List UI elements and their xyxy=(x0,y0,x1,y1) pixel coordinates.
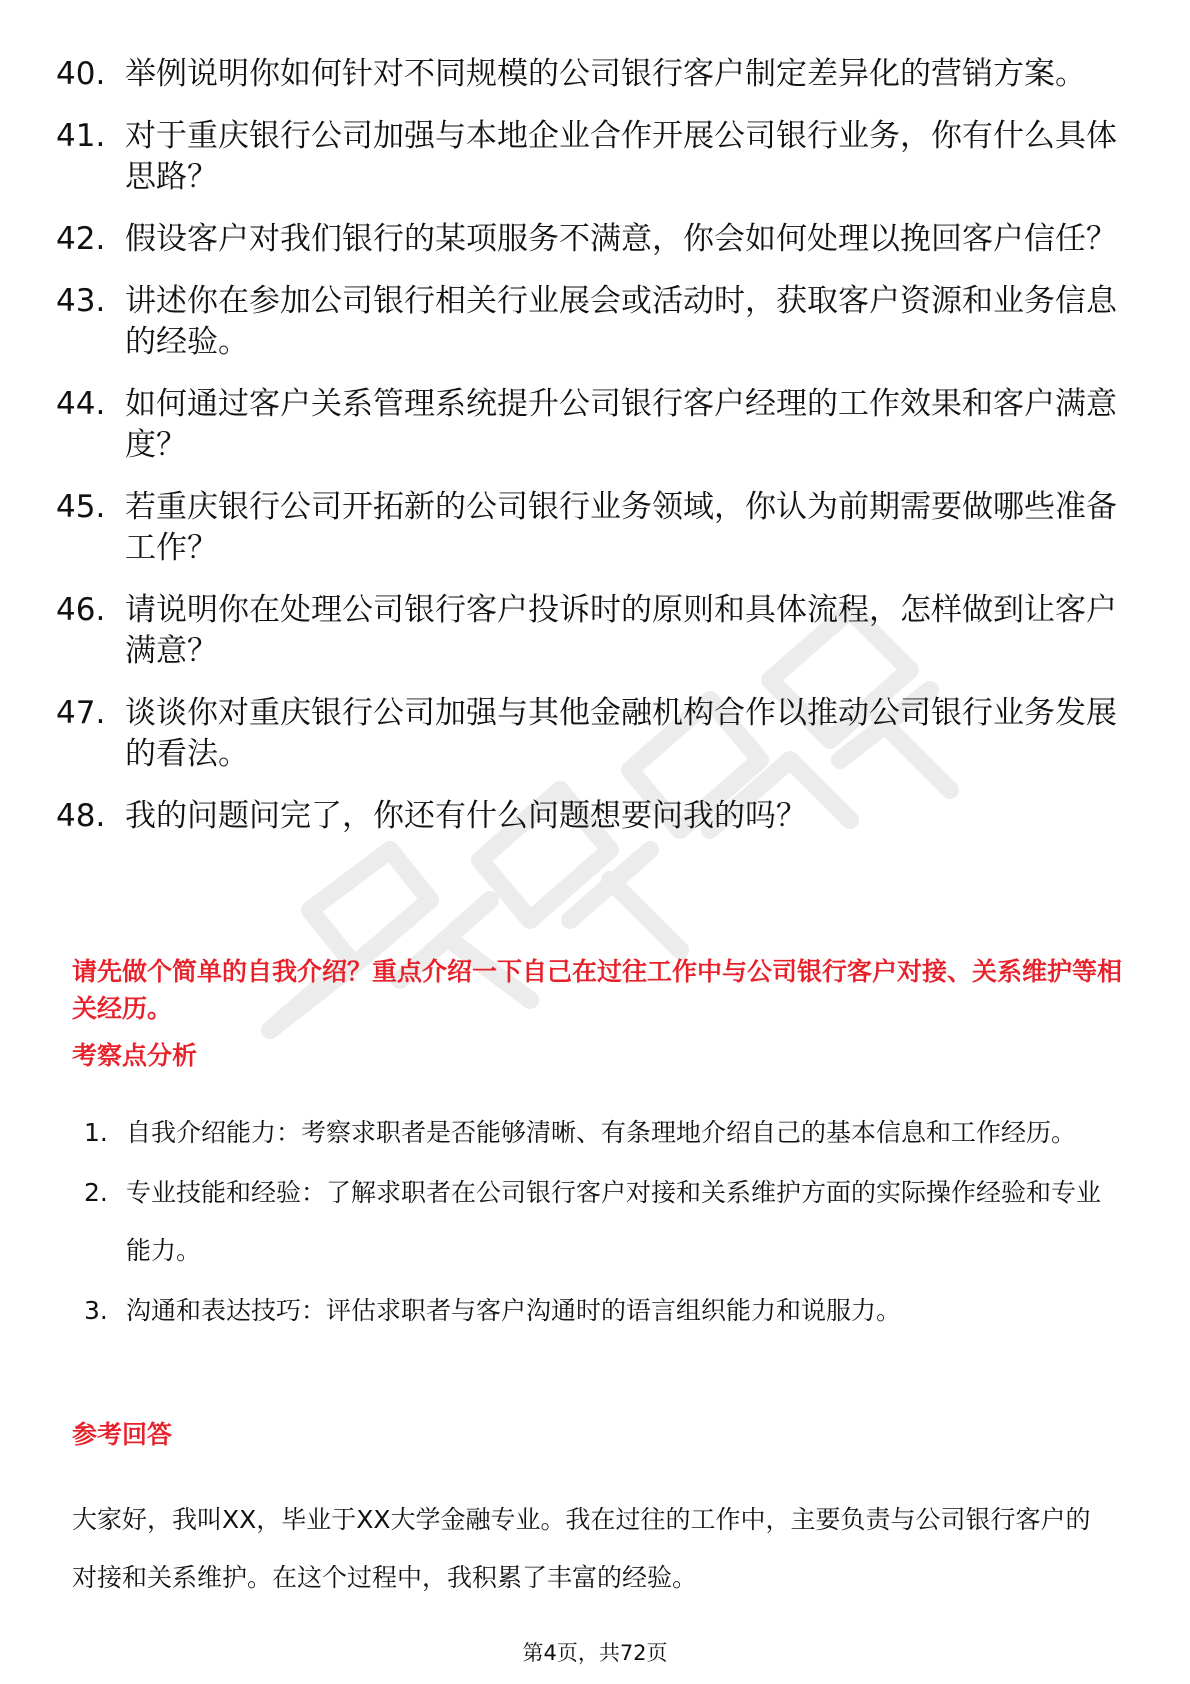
question-list xyxy=(56,54,1126,858)
question-text: 讲述你在参加公司银行相关行业展会或活动时，获取客户资源和业务信息的经验。 xyxy=(125,283,1117,360)
analysis-number: 2. xyxy=(84,1178,108,1207)
question-text: 举例说明你如何针对不同规模的公司银行客户制定差异化的营销方案。 xyxy=(125,56,1086,92)
question-number: 40. xyxy=(56,56,106,92)
list-item xyxy=(56,796,1126,837)
analysis-text: 沟通和表达技巧：评估求职者与客户沟通时的语言组织能力和说服力。 xyxy=(126,1296,902,1325)
reference-title: 参考回答 xyxy=(72,1420,173,1449)
list-item xyxy=(84,1104,1124,1162)
list-item xyxy=(56,116,1126,198)
analysis-text: 专业技能和经验：了解求职者在公司银行客户对接和关系维护方面的实际操作经验和专业能力。 xyxy=(126,1178,1102,1265)
list-item xyxy=(56,219,1126,260)
question-text: 若重庆银行公司开拓新的公司银行业务领域，你认为前期需要做哪些准备工作？ xyxy=(125,489,1117,566)
question-number: 48. xyxy=(56,798,106,834)
list-item xyxy=(84,1282,1124,1340)
question-text: 谈谈你对重庆银行公司加强与其他金融机构合作以推动公司银行业务发展的看法。 xyxy=(125,695,1117,772)
page-footer: 第4页，共72页 xyxy=(522,1641,668,1665)
list-item xyxy=(56,281,1126,363)
list-item xyxy=(56,487,1126,569)
analysis-number: 3. xyxy=(84,1296,108,1325)
analysis-number: 1. xyxy=(84,1118,108,1147)
question-number: 41. xyxy=(56,118,106,154)
analysis-list xyxy=(84,1104,1124,1342)
analysis-title: 考察点分析 xyxy=(72,1041,198,1070)
list-item xyxy=(56,590,1126,672)
list-item xyxy=(56,693,1126,775)
analysis-text: 自我介绍能力：考察求职者是否能够清晰、有条理地介绍自己的基本信息和工作经历。 xyxy=(126,1118,1077,1147)
question-number: 44. xyxy=(56,386,106,422)
question-text: 请说明你在处理公司银行客户投诉时的原则和具体流程，怎样做到让客户满意？ xyxy=(125,592,1117,669)
question-text: 如何通过客户关系管理系统提升公司银行客户经理的工作效果和客户满意度？ xyxy=(125,386,1117,463)
list-item xyxy=(56,384,1126,466)
list-item xyxy=(84,1164,1124,1280)
question-number: 45. xyxy=(56,489,106,525)
question-number: 46. xyxy=(56,592,106,628)
question-text: 假设客户对我们银行的某项服务不满意，你会如何处理以挽回客户信任？ xyxy=(125,221,1117,257)
question-number: 42. xyxy=(56,221,106,257)
reference-answer: 大家好，我叫XX，毕业于XX大学金融专业。我在过往的工作中，主要负责与公司银行客户的对接和关系维护。在这个过程中，我积累了丰富的经验。 xyxy=(72,1505,1091,1592)
question-number: 47. xyxy=(56,695,106,731)
question-text: 对于重庆银行公司加强与本地企业合作开展公司银行业务，你有什么具体思路？ xyxy=(125,118,1117,195)
question-number: 43. xyxy=(56,283,106,319)
question-text: 我的问题问完了，你还有什么问题想要问我的吗？ xyxy=(125,798,807,834)
highlight-question: 请先做个简单的自我介绍？重点介绍一下自己在过往工作中与公司银行客户对接、关系维护等相关经历。 xyxy=(72,957,1123,1023)
list-item xyxy=(56,54,1126,95)
